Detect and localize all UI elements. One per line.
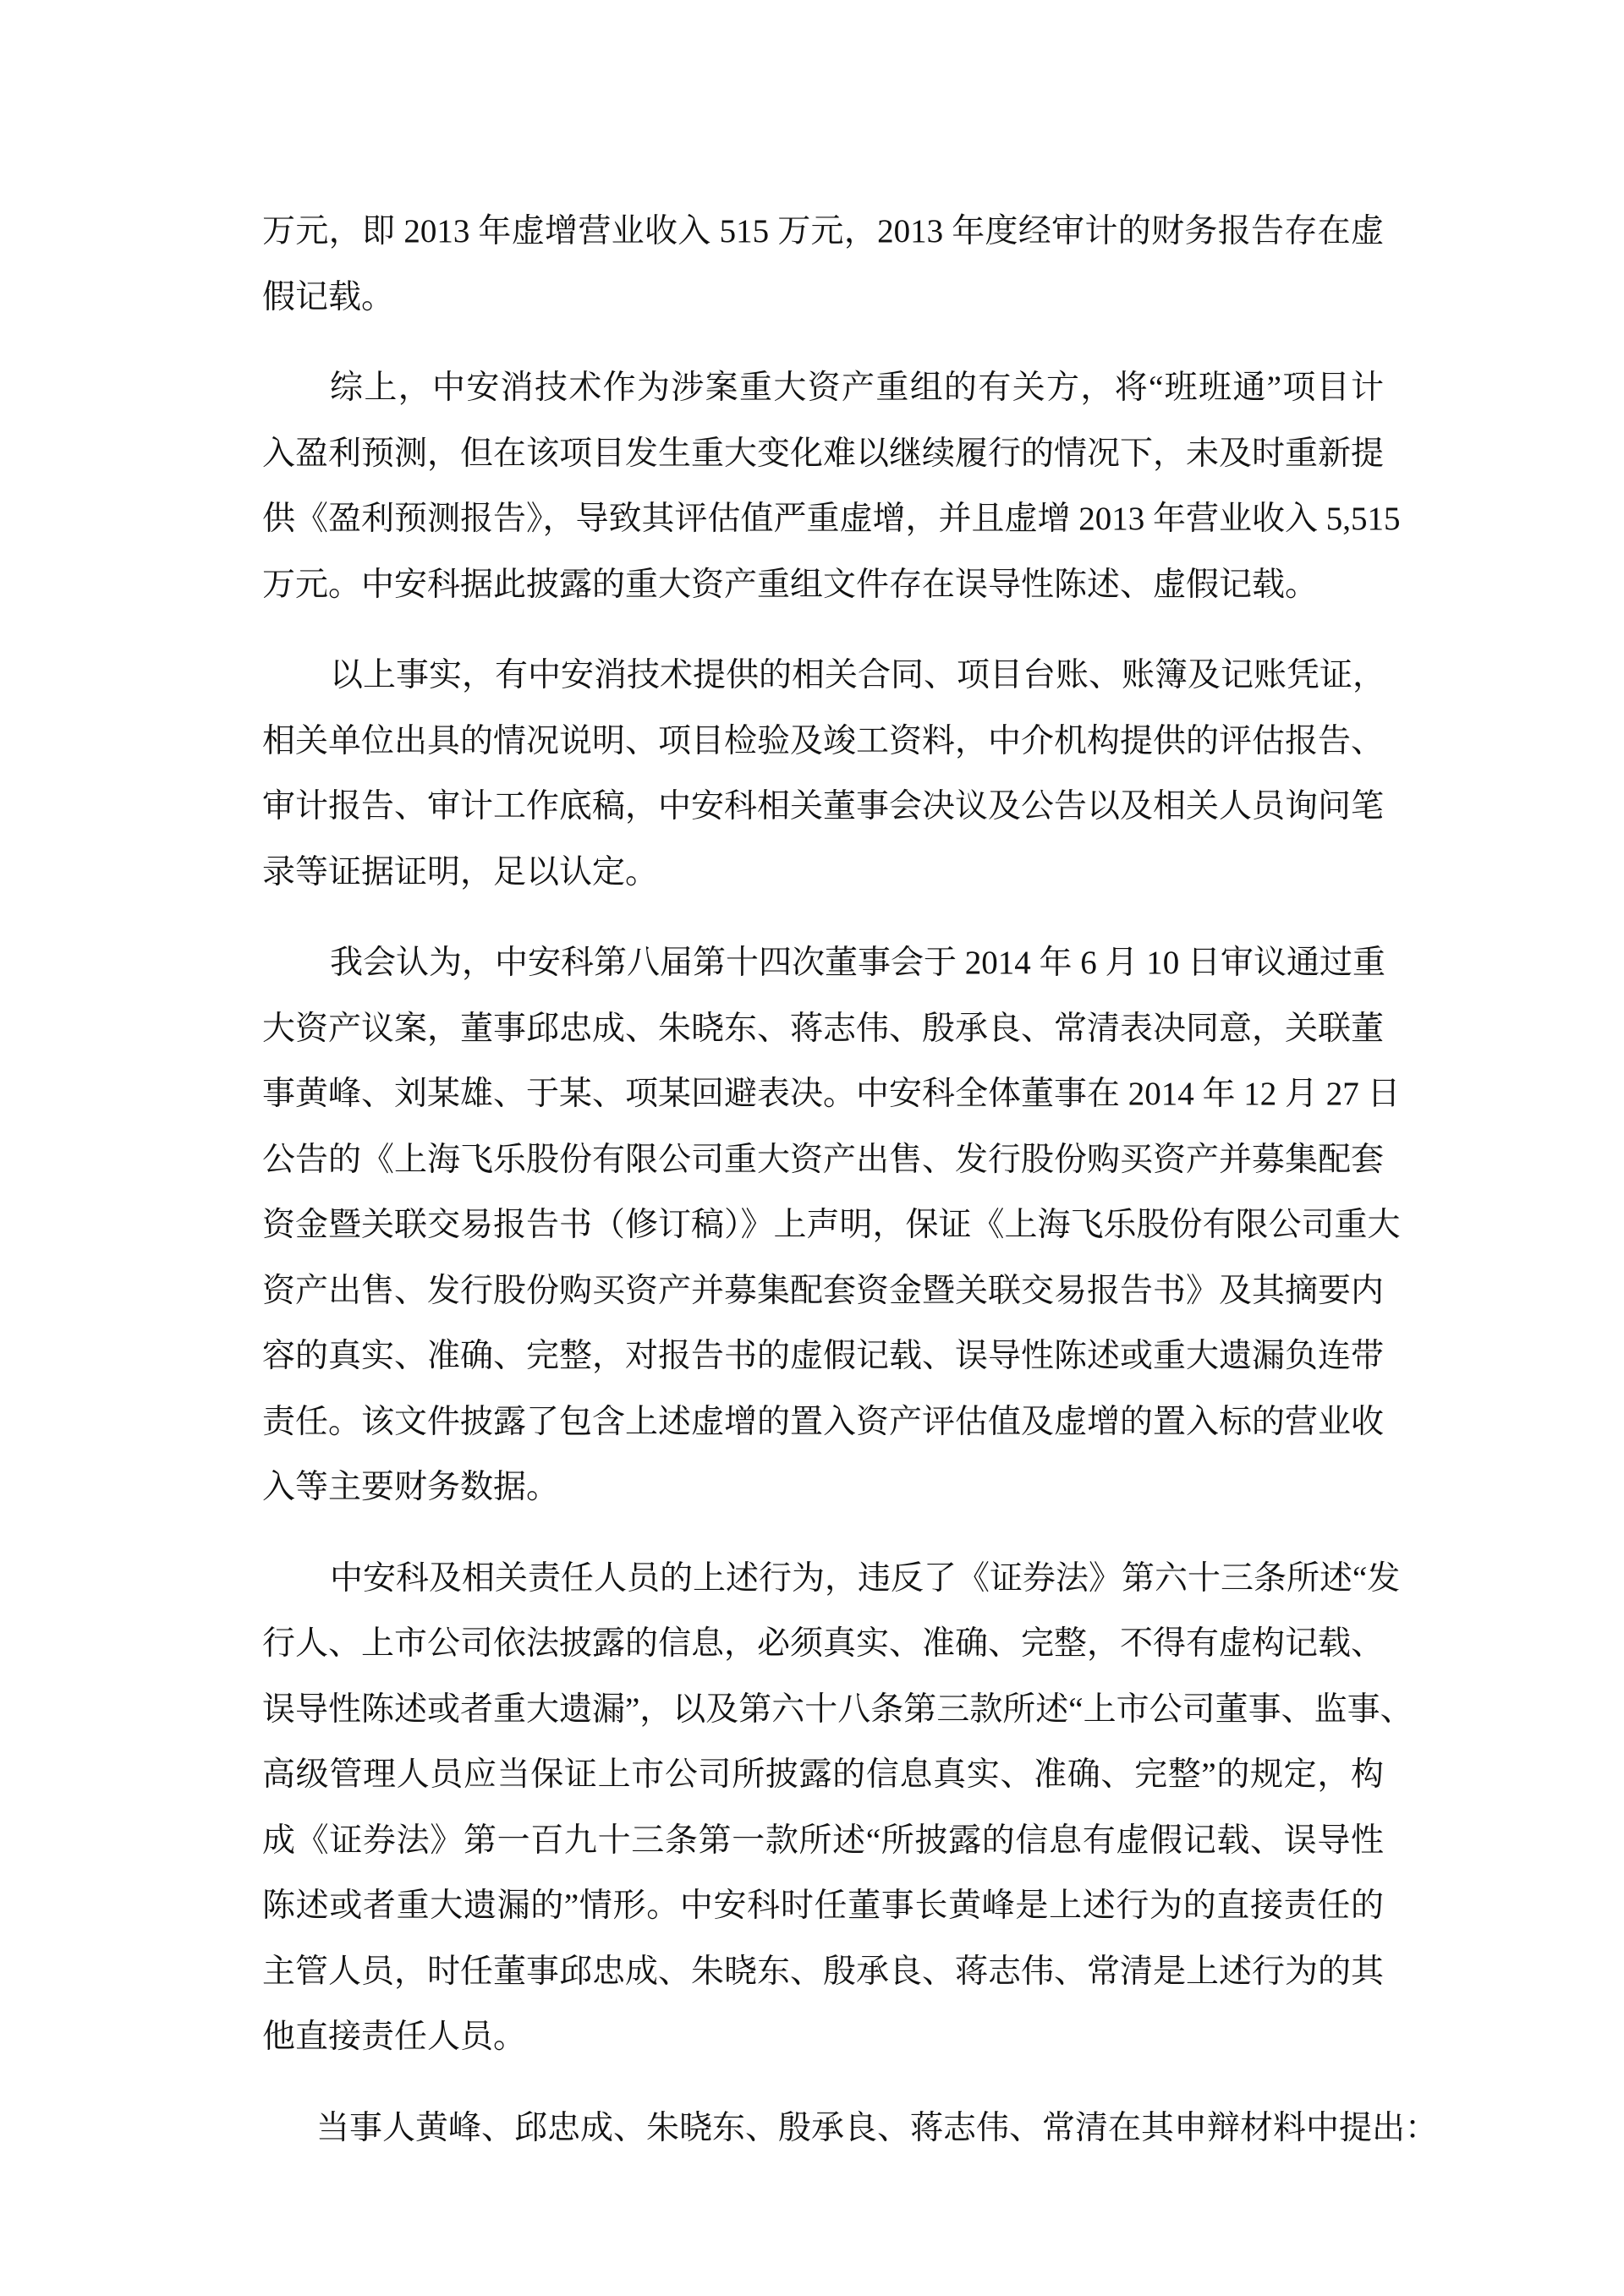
text-line: 假记载。 bbox=[262, 278, 395, 315]
text-line: 主管人员，时任董事邱忠成、朱晓东、殷承良、蒋志伟、常清是上述行为的其 bbox=[262, 1953, 1385, 1990]
text-line: 责任。该文件披露了包含上述虚增的置入资产评估值及虚增的置入标的营业收 bbox=[262, 1403, 1385, 1440]
text-line: 录等证据证明，足以认定。 bbox=[262, 853, 659, 890]
text-line: 万元，即 2013 年虚增营业收入 515 万元，2013 年度经审计的财务报告存在虚 bbox=[262, 213, 1384, 249]
text-line: 陈述或者重大遗漏的”情形。中安科时任董事长黄峰是上述行为的直接责任的 bbox=[262, 1888, 1384, 1924]
text-line: 容的真实、准确、完整，对报告书的虚假记载、误导性陈述或重大遗漏负连带 bbox=[262, 1338, 1385, 1374]
paragraph bbox=[262, 199, 1384, 330]
text-line: 相关单位出具的情况说明、项目检验及竣工资料，中介机构提供的评估报告、 bbox=[262, 722, 1385, 759]
text-line: 当事人黄峰、邱忠成、朱晓东、殷承良、蒋志伟、常清在其申辩材料中提出： bbox=[316, 2109, 1439, 2146]
text-line: 审计报告、审计工作底稿，中安科相关董事会决议及公告以及相关人员询问笔 bbox=[262, 788, 1385, 825]
paragraph bbox=[262, 2096, 1439, 2162]
text-line: 入等主要财务数据。 bbox=[262, 1469, 560, 1505]
text-line: 大资产议案，董事邱忠成、朱晓东、蒋志伟、殷承良、常清表决同意，关联董 bbox=[262, 1010, 1385, 1047]
text-line: 万元。中安科据此披露的重大资产重组文件存在误导性陈述、虚假记载。 bbox=[262, 566, 1319, 603]
text-line: 他直接责任人员。 bbox=[262, 2019, 527, 2055]
paragraph bbox=[262, 930, 1401, 1521]
text-line: 事黄峰、刘某雄、于某、项某回避表决。中安科全体董事在 2014 年 12 月 27 日 bbox=[262, 1076, 1401, 1112]
text-line: 资产出售、发行股份购买资产并募集配套资金暨关联交易报告书》及其摘要内 bbox=[262, 1272, 1385, 1309]
paragraph bbox=[262, 355, 1401, 617]
text-line: 公告的《上海飞乐股份有限公司重大资产出售、发行股份购买资产并募集配套 bbox=[262, 1141, 1385, 1178]
text-line: 高级管理人员应当保证上市公司所披露的信息真实、准确、完整”的规定，构 bbox=[262, 1756, 1384, 1793]
text-line: 以上事实，有中安消技术提供的相关合同、项目台账、账簿及记账凭证， bbox=[330, 657, 1386, 693]
text-line: 供《盈利预测报告》，导致其评估值严重虚增，并且虚增 2013 年营业收入 5,515 bbox=[262, 501, 1401, 537]
text-line: 资金暨关联交易报告书（修订稿）》上声明，保证《上海飞乐股份有限公司重大 bbox=[262, 1207, 1401, 1243]
document-body bbox=[262, 199, 1439, 2186]
paragraph bbox=[262, 643, 1384, 905]
text-line: 成《证券法》第一百九十三条第一款所述“所披露的信息有虚假记载、误导性 bbox=[262, 1822, 1384, 1859]
text-line: 中安科及相关责任人员的上述行为，违反了《证券法》第六十三条所述“发 bbox=[330, 1559, 1401, 1597]
text-line: 误导性陈述或者重大遗漏”，以及第六十八条第三款所述“上市公司董事、监事、 bbox=[262, 1690, 1413, 1728]
text-line: 综上，中安消技术作为涉案重大资产重组的有关方，将“班班通”项目计 bbox=[330, 370, 1384, 406]
paragraph bbox=[262, 1546, 1413, 2070]
text-line: 入盈利预测，但在该项目发生重大变化难以继续履行的情况下，未及时重新提 bbox=[262, 435, 1385, 472]
text-line: 行人、上市公司依法披露的信息，必须真实、准确、完整，不得有虚构记载、 bbox=[262, 1625, 1385, 1662]
text-line: 我会认为，中安科第八届第十四次董事会于 2014 年 6 月 10 日审议通过重 bbox=[330, 945, 1386, 981]
